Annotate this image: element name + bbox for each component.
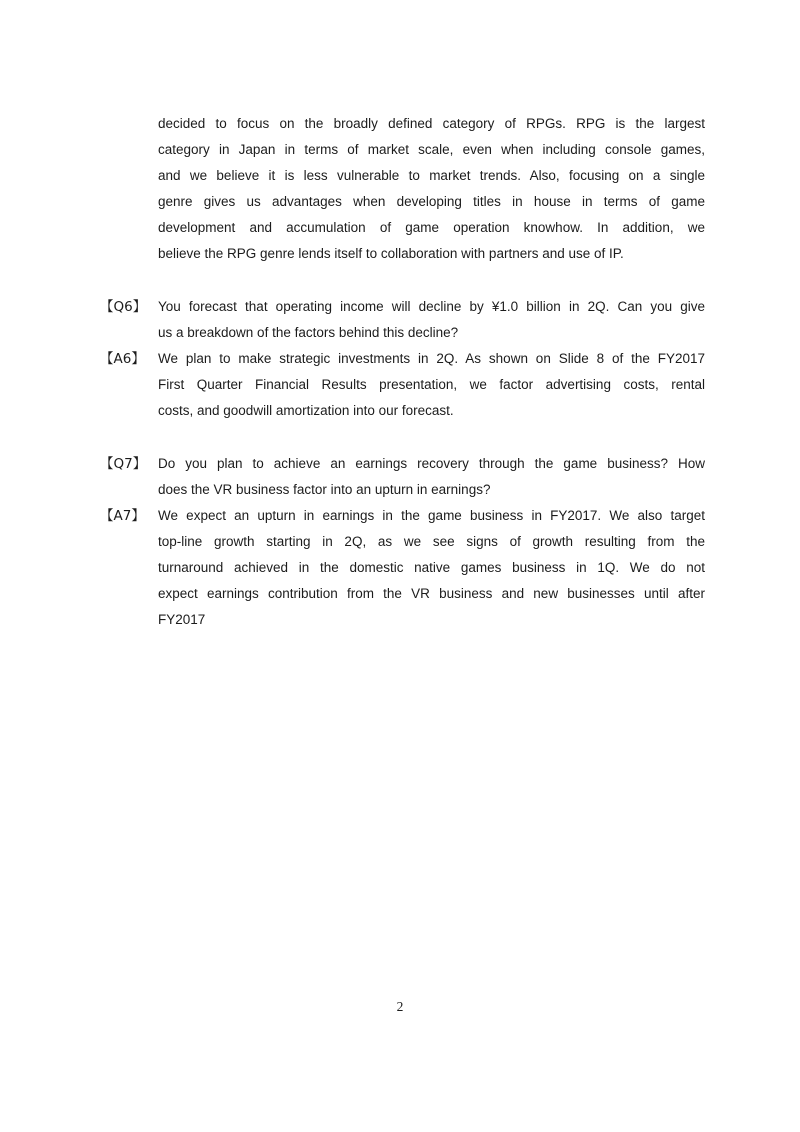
block-q6 — [100, 294, 705, 346]
text-line: does the VR business factor into an upturn in earnings? — [158, 482, 491, 497]
page-number: 2 — [396, 999, 404, 1014]
text-line: Do you plan to achieve an earnings recovery through the game business? How — [158, 456, 705, 471]
text-line: top-line growth starting in 2Q, as we see signs of growth resulting from the — [158, 534, 705, 549]
text-line: You forecast that operating income will decline by ¥1.0 billion in 2Q. Can you give — [158, 299, 705, 314]
text-line: First Quarter Financial Results presentation, we factor advertising costs, rental — [158, 377, 705, 392]
document-content — [0, 111, 800, 633]
block-a6 — [100, 346, 705, 424]
text-line: expect earnings contribution from the VR business and new businesses until after — [158, 586, 705, 601]
text-line: us a breakdown of the factors behind this decline? — [158, 325, 459, 340]
block-a7 — [100, 503, 705, 633]
text-line: genre gives us advantages when developing titles in house in terms of game — [158, 194, 705, 209]
qa-label: 【Q6】 — [100, 299, 147, 315]
qa-label: 【A7】 — [100, 508, 145, 524]
text-line: decided to focus on the broadly defined category of RPGs. RPG is the largest — [158, 116, 705, 131]
text-line: believe the RPG genre lends itself to collaboration with partners and use of IP. — [158, 246, 624, 261]
text-line: We expect an upturn in earnings in the game business in FY2017. We also target — [158, 508, 705, 523]
block-continuation-paragraph — [158, 111, 705, 267]
text-line: turnaround achieved in the domestic native games business in 1Q. We do not — [158, 560, 705, 575]
qa-label: 【Q7】 — [100, 456, 147, 472]
qa-label: 【A6】 — [100, 351, 145, 367]
text-line: category in Japan in terms of market scale, even when including console games, — [158, 142, 705, 157]
text-line: development and accumulation of game operation knowhow. In addition, we — [158, 220, 705, 235]
text-line: We plan to make strategic investments in 2Q. As shown on Slide 8 of the FY2017 — [158, 351, 705, 366]
block-q7 — [100, 451, 705, 503]
text-line: and we believe it is less vulnerable to market trends. Also, focusing on a single — [158, 168, 705, 183]
text-line: costs, and goodwill amortization into our forecast. — [158, 403, 454, 418]
text-line: FY2017 — [158, 612, 206, 627]
